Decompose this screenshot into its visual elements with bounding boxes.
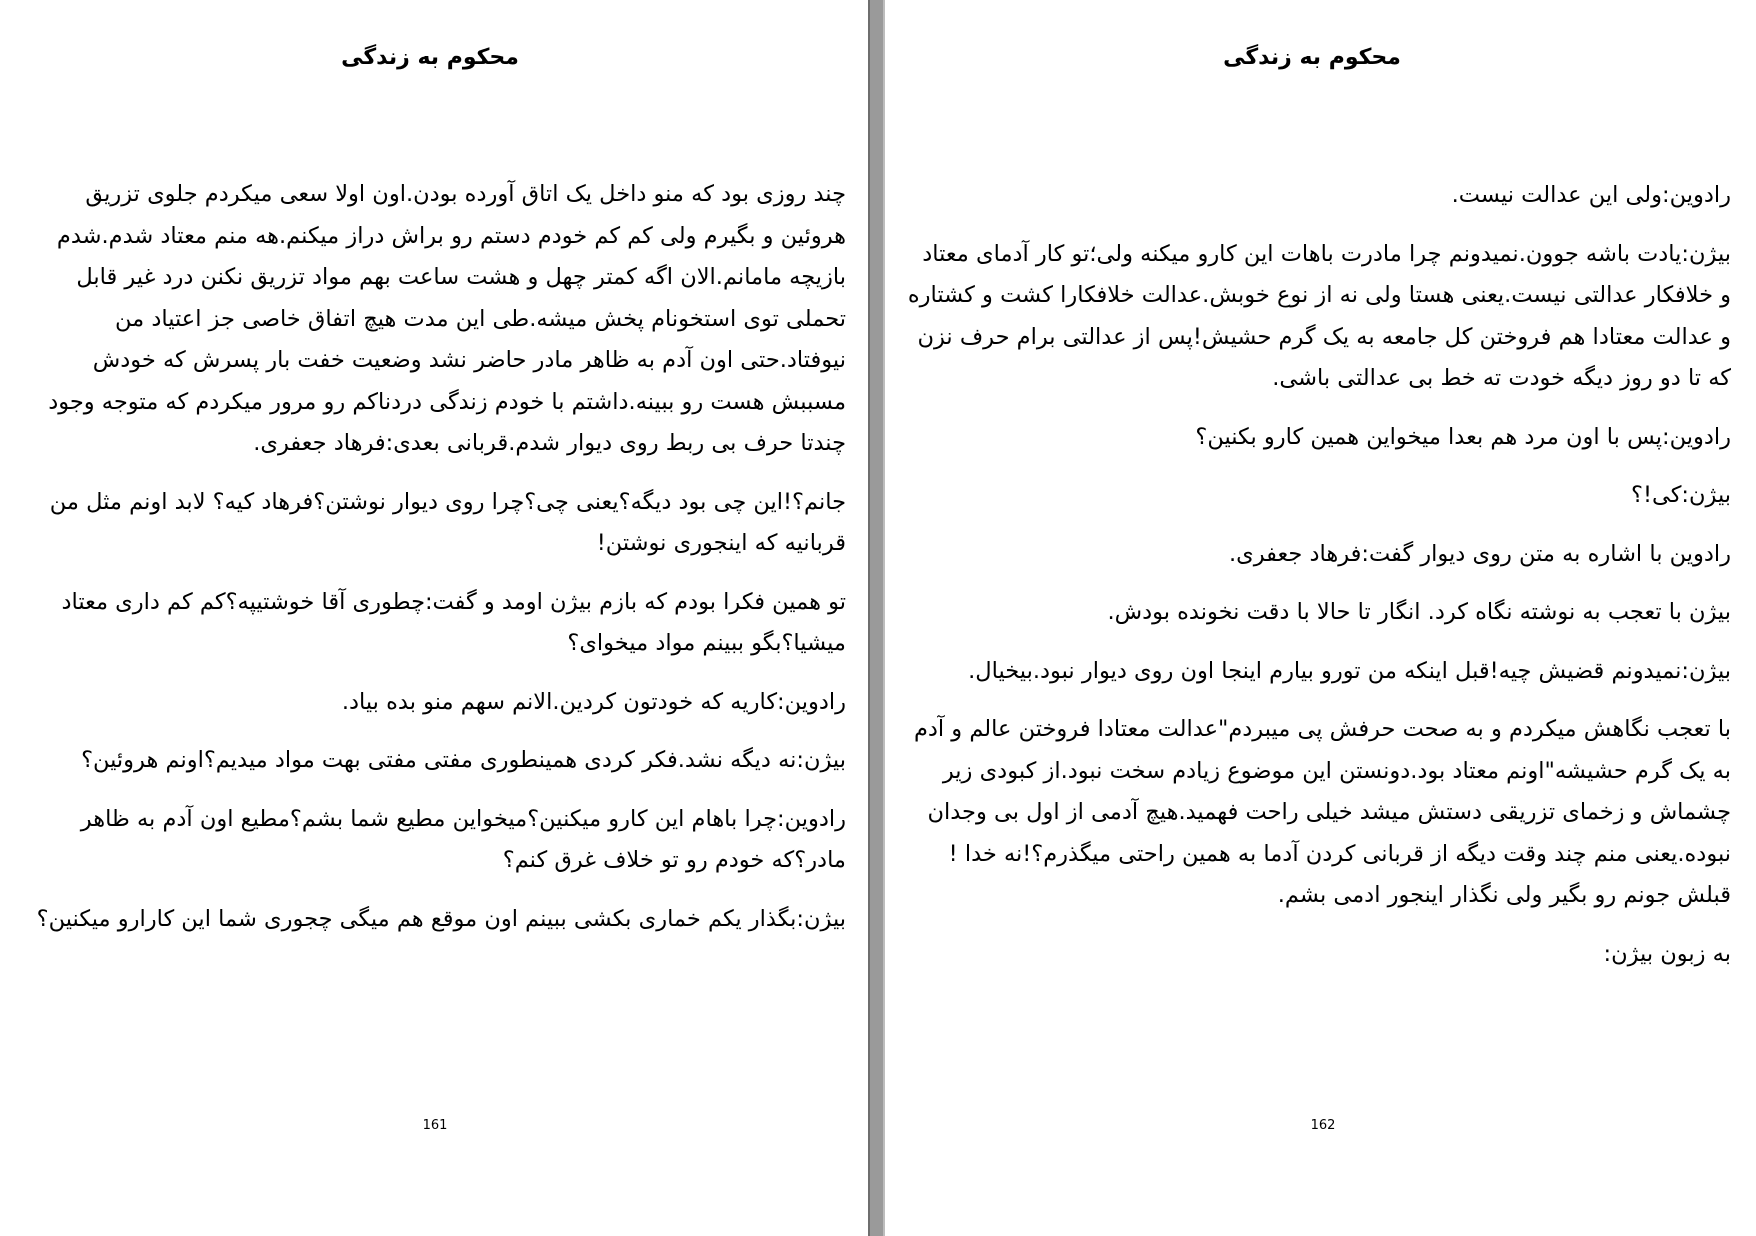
paragraph: به زبون بیژن: bbox=[1603, 940, 1731, 967]
paragraph: چند روزی بود که منو داخل یک اتاق آورده بودن.اون اولا سعی میکردم جلوی تزریق هروئین و بگیرم ولی کم کم خودم دستم رو براش دراز میکنم.هه منم معتاد شدم.شدم بازیچه مامانم.الان اگه کمتر چهل و هشت ساعت بهم مواد تزریق نکنن درد غیر قابل تحملی توی استخونام پخش میشه.طی این مدت هیچ اتفاق خاصی جز اعتیاد من نیوفتاد.حتی اون آدم به ظاهر مادر حاضر نشد وضعیت خفت بار پسرش که خودش مسببش هست رو ببینه.داشتم با خودم زندگی دردناکم رو مرور میکردم که متوجه وجود چندتا حرف بی ربط روی دیوار شدم.قربانی بعدی:فرهاد جعفری. bbox=[48, 181, 846, 456]
paragraph: بیژن:نه دیگه نشد.فکر کردی همینطوری مفتی مفتی بهت مواد میدیم؟اونم هروئین؟ bbox=[81, 747, 846, 773]
page-number: 161 bbox=[422, 1118, 448, 1133]
paragraph: بیژن:کی!؟ bbox=[1631, 482, 1731, 508]
paragraph: بیژن با تعجب به نوشته نگاه کرد. انگار تا حالا با دقت نخونده بودش. bbox=[1107, 599, 1731, 625]
page-title: محکوم به زندگی bbox=[341, 45, 519, 70]
paragraph: بیژن:بگذار یکم خماری بکشی ببینم اون موقع هم میگی چجوری شما این کارارو میکنین؟ bbox=[36, 905, 846, 932]
paragraph: بیژن:نمیدونم قضیش چیه!قبل اینکه من تورو بیارم اینجا اون روی دیوار نبود.بیخیال. bbox=[968, 657, 1731, 684]
paragraph: جانم؟!این چی بود دیگه؟یعنی چی؟چرا روی دیوار نوشتن؟فرهاد کیه؟ لابد اونم مثل من قربانیه که اینجوری نوشتن! bbox=[49, 488, 846, 556]
paragraph: رادوین با اشاره به متن روی دیوار گفت:فرهاد جعفری. bbox=[1229, 540, 1731, 567]
paragraph: رادوین:کاریه که خودتون کردین.الانم سهم منو بده بیاد. bbox=[341, 688, 846, 715]
page-number: 162 bbox=[1310, 1118, 1336, 1133]
paragraph: بیژن:یادت باشه جوون.نمیدونم چرا مادرت باهات این کارو میکنه ولی؛تو کار آدمای معتاد و خلافکار عدالتی نیست.یعنی هستا ولی نه از نوع خوبش.عدالت خلافکارا کشت و کشتاره و عدالت معتادا هم فروختن کل جامعه به یک گرم حشیش!پس از عدالتی برام حرف نزن که تا دو روز دیگه خودت ته خط بی عدالتی باشی. bbox=[907, 240, 1731, 391]
right-page bbox=[885, 0, 1756, 1236]
page-body bbox=[24, 174, 846, 957]
left-page bbox=[0, 0, 868, 1236]
page-title: محکوم به زندگی bbox=[1223, 45, 1401, 70]
page-body bbox=[905, 175, 1731, 992]
paragraph: تو همین فکرا بودم که بازم بیژن اومد و گفت:چطوری آقا خوشتیپه؟کم کم داری معتاد میشیا؟بگو ببینم مواد میخوای؟ bbox=[61, 588, 846, 656]
paragraph: رادوین:ولی این عدالت نیست. bbox=[1451, 182, 1731, 208]
page-gutter-divider bbox=[868, 0, 885, 1236]
paragraph: با تعجب نگاهش میکردم و به صحت حرفش پی میبردم"عدالت معتادا فروختن عالم و آدم به یک گرم حشیشه"اونم معتاد بود.دونستن این موضوع زیادم سخت نبود.از کبودی زیر چشماش و زخمای تزریقی دستش میشد خیلی راحت فهمید.هیچ آدمی از اول بی وجدان نبوده.یعنی منم چند وقت دیگه از قربانی کردن آدما به همین راحتی میگذرم؟!نه خدا !قبلش جونم رو بگیر ولی نگذار اینجور ادمی بشم. bbox=[913, 716, 1731, 908]
paragraph: رادوین:چرا باهام این کارو میکنین؟میخواین مطیع شما بشم؟مطیع اون آدم به ظاهر مادر؟که خودم رو تو خلاف غرق کنم؟ bbox=[80, 805, 846, 873]
paragraph: رادوین:پس با اون مرد هم بعدا میخواین همین کارو بکنین؟ bbox=[1195, 423, 1731, 450]
